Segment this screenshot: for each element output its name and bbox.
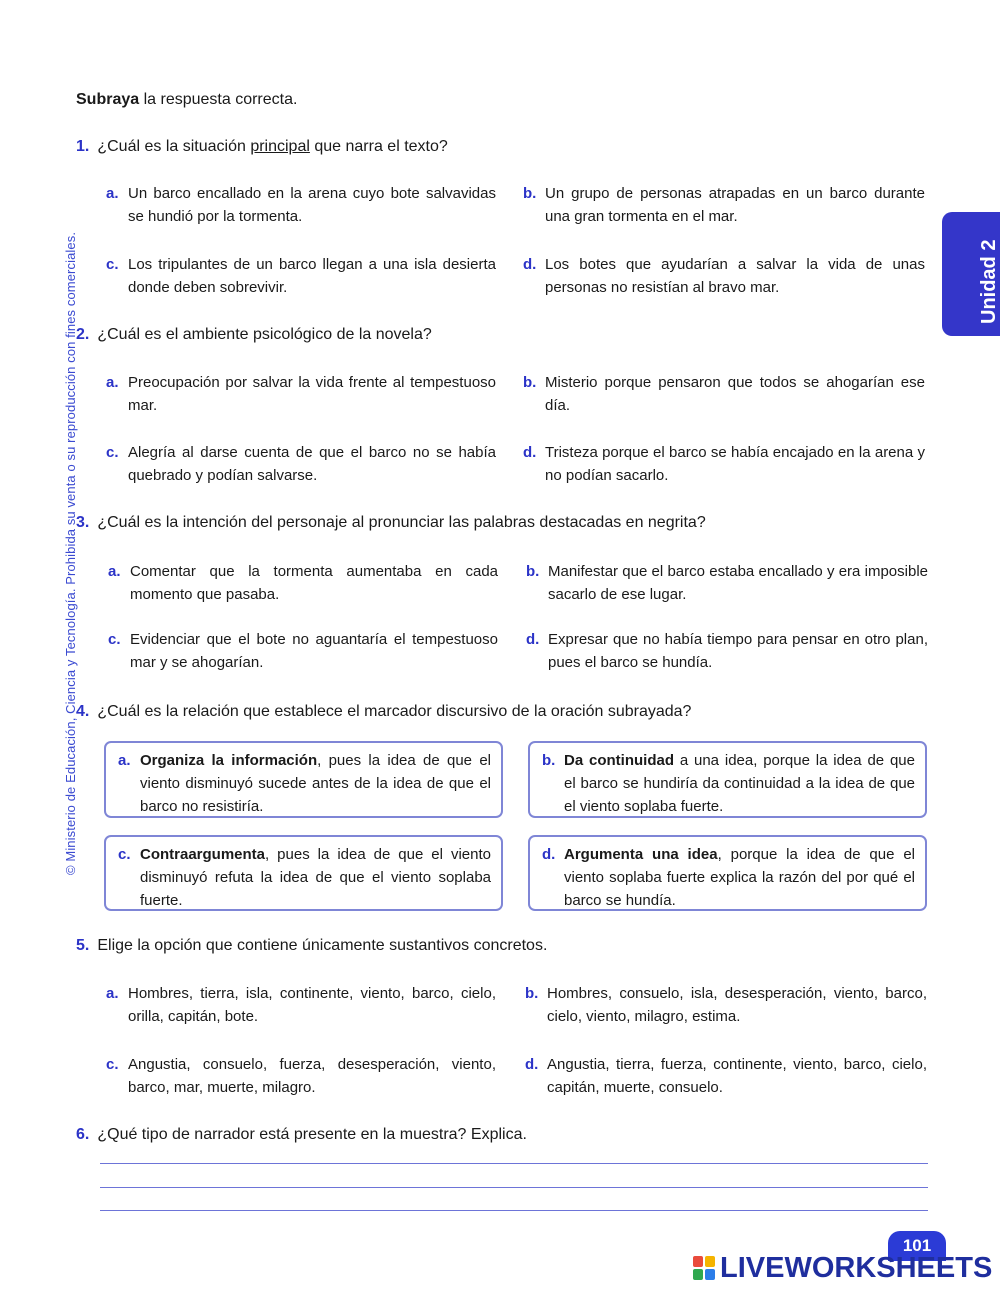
option-letter: b. bbox=[526, 563, 540, 580]
option-text: Los botes que ayudarían a salvar la vida de unas personas no resistían al bravo mar. bbox=[545, 256, 925, 296]
option-text: Alegría al darse cuenta de que el barco no se había quebrado y podían salvarse. bbox=[128, 444, 496, 484]
underlined-word: principal bbox=[250, 138, 310, 155]
option-2a[interactable] bbox=[106, 371, 496, 417]
option-2d[interactable] bbox=[523, 441, 925, 487]
question-4 bbox=[76, 700, 691, 723]
option-text: Angustia, consuelo, fuerza, desesperación, viento, barco, mar, muerte, milagro. bbox=[128, 1056, 496, 1096]
option-3a[interactable] bbox=[108, 560, 498, 606]
question-2 bbox=[76, 323, 432, 346]
option-1b[interactable] bbox=[523, 182, 925, 228]
option-4a-box[interactable] bbox=[104, 741, 503, 818]
option-2b[interactable] bbox=[523, 371, 925, 417]
option-text: Comentar que la tormenta aumentaba en cada momento que pasaba. bbox=[130, 563, 498, 603]
option-letter: b. bbox=[523, 185, 537, 202]
option-letter: b. bbox=[525, 985, 539, 1002]
option-bold: Organiza la información bbox=[140, 752, 318, 769]
option-bold: Contraargumenta bbox=[140, 846, 266, 863]
option-1c[interactable] bbox=[106, 253, 496, 299]
question-5 bbox=[76, 934, 547, 957]
option-letter: c. bbox=[108, 631, 121, 648]
option-text: , porque la idea de que el viento soplaba fuerte explica la razón del por qué el barco se hundía. bbox=[564, 846, 915, 909]
brand-name: LIVEWORKSHEETS bbox=[720, 1252, 993, 1284]
option-4b-box[interactable] bbox=[528, 741, 927, 818]
instruction bbox=[76, 88, 297, 111]
option-text: Hombres, consuelo, isla, desesperación, viento, barco, cielo, viento, milagro, estima. bbox=[547, 985, 927, 1025]
option-letter: d. bbox=[526, 631, 540, 648]
question-text: ¿Cuál es la relación que establece el marcador discursivo de la oración subrayada? bbox=[97, 703, 692, 720]
unit-tab bbox=[942, 212, 1000, 336]
answer-line-3[interactable] bbox=[100, 1210, 928, 1211]
option-bold: Da continuidad bbox=[564, 752, 674, 769]
instruction-rest: la respuesta correcta. bbox=[139, 91, 298, 108]
option-letter: b. bbox=[523, 374, 537, 391]
question-text: ¿Cuál es la intención del personaje al pronunciar las palabras destacadas en negrita? bbox=[97, 514, 706, 531]
question-number: 3. bbox=[76, 514, 90, 531]
option-text: , pues la idea de que el viento disminuyó refuta la idea de que el viento soplaba fuerte. bbox=[140, 846, 491, 909]
option-letter: d. bbox=[525, 1056, 539, 1073]
option-4c-box[interactable] bbox=[104, 835, 503, 911]
answer-line-1[interactable] bbox=[100, 1163, 928, 1164]
option-letter: c. bbox=[106, 444, 119, 461]
question-6 bbox=[76, 1123, 527, 1146]
option-3b[interactable] bbox=[526, 560, 928, 606]
option-text: Un barco encallado en la arena cuyo bote salvavidas se hundió por la tormenta. bbox=[128, 185, 496, 225]
option-5a[interactable] bbox=[106, 982, 496, 1028]
option-letter: a. bbox=[118, 752, 131, 769]
option-text: Tristeza porque el barco se había encajado en la arena y no podían sacarlo. bbox=[545, 444, 925, 484]
question-text: ¿Cuál es la situación bbox=[97, 138, 251, 155]
question-3 bbox=[76, 511, 706, 534]
option-letter: d. bbox=[523, 444, 537, 461]
question-text: Elige la opción que contiene únicamente sustantivos concretos. bbox=[97, 937, 548, 954]
liveworksheets-logo-icon bbox=[693, 1256, 715, 1280]
question-number: 2. bbox=[76, 326, 90, 343]
option-text: Evidenciar que el bote no aguantaría el tempestuoso mar y se ahogarían. bbox=[130, 631, 498, 671]
option-4a bbox=[118, 749, 491, 818]
option-3d[interactable] bbox=[526, 628, 928, 674]
option-text: Expresar que no había tiempo para pensar en otro plan, pues el barco se hundía. bbox=[548, 631, 928, 671]
option-letter: c. bbox=[118, 846, 131, 863]
option-text: Hombres, tierra, isla, continente, viento, barco, cielo, orilla, capitán, bote. bbox=[128, 985, 496, 1025]
question-text: ¿Qué tipo de narrador está presente en la muestra? Explica. bbox=[97, 1126, 527, 1143]
option-text: Manifestar que el barco estaba encallado y era imposible sacarlo de ese lugar. bbox=[548, 563, 928, 603]
question-1 bbox=[76, 135, 448, 158]
option-4c bbox=[118, 843, 491, 912]
option-text: Los tripulantes de un barco llegan a una isla desierta donde deben sobrevivir. bbox=[128, 256, 496, 296]
option-letter: c. bbox=[106, 1056, 119, 1073]
option-5c[interactable] bbox=[106, 1053, 496, 1099]
question-text: ¿Cuál es el ambiente psicológico de la novela? bbox=[97, 326, 432, 343]
option-letter: b. bbox=[542, 752, 556, 769]
option-text: Misterio porque pensaron que todos se ahogarían ese día. bbox=[545, 374, 925, 414]
answer-line-2[interactable] bbox=[100, 1187, 928, 1188]
instruction-bold: Subraya bbox=[76, 91, 140, 108]
option-letter: c. bbox=[106, 256, 119, 273]
option-bold: Argumenta una idea bbox=[564, 846, 718, 863]
option-letter: a. bbox=[106, 185, 119, 202]
option-2c[interactable] bbox=[106, 441, 496, 487]
copyright-note: © Ministerio de Educación, Ciencia y Tecnología. Prohibida su venta o su reproducción con fines comerciales. bbox=[63, 231, 78, 875]
option-1d[interactable] bbox=[523, 253, 925, 299]
option-4b bbox=[542, 749, 915, 818]
unit-tab-label: Unidad 2 bbox=[978, 239, 1000, 324]
option-text: a una idea, porque la idea de que el barco se hundiría da continuidad a la idea de que el viento soplaba fuerte. bbox=[564, 752, 915, 815]
option-4d-box[interactable] bbox=[528, 835, 927, 911]
option-text: Preocupación por salvar la vida frente al tempestuoso mar. bbox=[128, 374, 496, 414]
option-3c[interactable] bbox=[108, 628, 498, 674]
option-letter: a. bbox=[106, 985, 119, 1002]
option-text: Angustia, tierra, fuerza, continente, viento, barco, cielo, capitán, muerte, consuelo. bbox=[547, 1056, 927, 1096]
option-4d bbox=[542, 843, 915, 912]
question-number: 5. bbox=[76, 937, 90, 954]
page-number: 101 bbox=[888, 1231, 946, 1261]
question-text-end: que narra el texto? bbox=[309, 138, 448, 155]
option-letter: a. bbox=[108, 563, 121, 580]
option-5d[interactable] bbox=[525, 1053, 927, 1099]
question-number: 6. bbox=[76, 1126, 90, 1143]
option-5b[interactable] bbox=[525, 982, 927, 1028]
option-text: Un grupo de personas atrapadas en un barco durante una gran tormenta en el mar. bbox=[545, 185, 925, 225]
option-1a[interactable] bbox=[106, 182, 496, 228]
option-letter: d. bbox=[542, 846, 556, 863]
question-number: 1. bbox=[76, 138, 90, 155]
option-letter: d. bbox=[523, 256, 537, 273]
question-number: 4. bbox=[76, 703, 90, 720]
option-text: , pues la idea de que el viento disminuyó sucede antes de la idea de que el barco no resistiría. bbox=[140, 752, 491, 815]
option-letter: a. bbox=[106, 374, 119, 391]
